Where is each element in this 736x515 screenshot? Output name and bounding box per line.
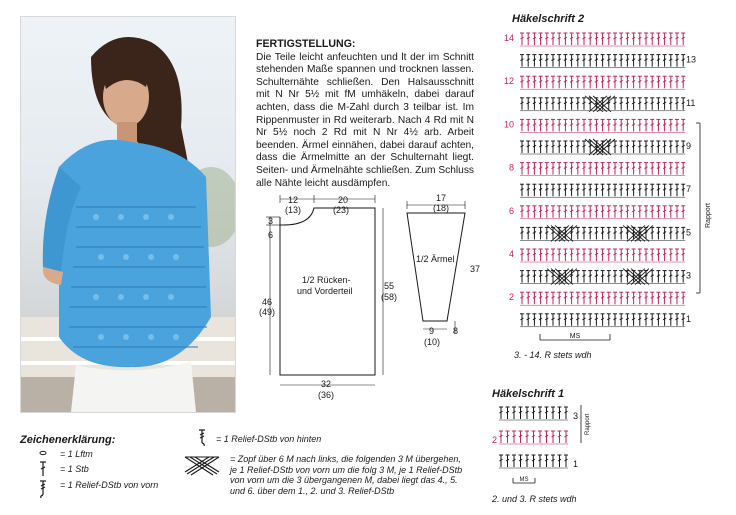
body-top-left-dim: 12 bbox=[288, 195, 299, 205]
sleeve-bottom-left-dim: 9 bbox=[429, 326, 435, 336]
chart2-row-label-left: 10 bbox=[503, 119, 514, 130]
chart2-row-label-left: 12 bbox=[503, 76, 514, 87]
chart1-row-label-right: 3 bbox=[573, 411, 579, 421]
stitch-row bbox=[520, 184, 685, 197]
legend-title: Zeichenerklärung: bbox=[20, 434, 116, 446]
body-bottom-dim: 32 bbox=[321, 379, 332, 389]
stitch-row bbox=[520, 119, 685, 132]
sleeve-bottom-left-dim-sub: (10) bbox=[424, 337, 441, 347]
sleeve-top-dim-sub: (18) bbox=[433, 203, 450, 213]
body-label-line2: und Vorderteil bbox=[297, 286, 353, 296]
stitch-row bbox=[520, 163, 685, 176]
chart1-title: Häkelschrift 1 bbox=[492, 388, 565, 400]
stitch-row bbox=[520, 55, 685, 68]
legend-relief-back: = 1 Relief-DStb von hinten bbox=[216, 434, 322, 444]
legend-cable: = Zopf über 6 M nach links, die folgenden 3 M übergehen, je 1 Relief-DStb von vorn um die folg 3 M, je 1 Relief-DStb von vorn um die 3 übergangenen M, dabei liegt das 4., 5. und 6. über dem 1., 2. und 3. Relief-DStb bbox=[230, 454, 463, 496]
model-illustration bbox=[21, 17, 235, 412]
relief-back-symbol bbox=[193, 428, 213, 446]
stitch-row bbox=[520, 271, 685, 284]
chart2-row-label-right: 1 bbox=[686, 313, 692, 324]
stitch-row bbox=[520, 249, 685, 262]
chart1-row-label-right: 1 bbox=[573, 459, 579, 469]
sleeve-label: 1/2 Ärmel bbox=[416, 254, 455, 264]
chart2-row-label-left: 8 bbox=[508, 162, 514, 173]
relief-front-symbol bbox=[40, 481, 46, 498]
legend-lftm: = 1 Lftm bbox=[60, 449, 93, 459]
chart1-ms-label: MS bbox=[519, 477, 529, 483]
chain-symbol bbox=[40, 451, 46, 454]
finishing-instructions bbox=[256, 38, 474, 190]
chart1-note: 2. und 3. R stets wdh bbox=[492, 494, 577, 504]
neck-depth-b: 6 bbox=[268, 230, 274, 240]
body-left-height: 46 bbox=[262, 297, 273, 307]
stb-symbol bbox=[40, 462, 46, 476]
body-top-right-dim: 20 bbox=[338, 195, 349, 205]
legend-relief-front: = 1 Relief-DStb von vorn bbox=[60, 480, 159, 490]
body-top-left-dim-sub: (13) bbox=[285, 205, 302, 215]
finishing-title: FERTIGSTELLUNG: bbox=[256, 38, 356, 50]
chart2-rapport-label: Rapport bbox=[705, 203, 712, 228]
chart2-row-label-left: 4 bbox=[508, 249, 514, 259]
chart2-row-label-right: 11 bbox=[686, 97, 696, 108]
stitch-row bbox=[499, 455, 568, 468]
cable-symbol bbox=[183, 453, 221, 479]
chart1-diagram bbox=[485, 403, 605, 488]
legend-stb: = 1 Stb bbox=[60, 464, 89, 474]
stitch-row bbox=[520, 292, 685, 305]
chart2-row-label-right: 7 bbox=[686, 184, 692, 195]
model-photo bbox=[20, 16, 236, 413]
stitch-row bbox=[499, 407, 568, 420]
stitch-row bbox=[520, 33, 685, 46]
stitch-row bbox=[499, 431, 568, 444]
body-left-height-sub: (49) bbox=[259, 307, 276, 317]
chart2-row-label-left: 6 bbox=[508, 205, 514, 216]
body-bottom-dim-sub: (36) bbox=[318, 390, 335, 400]
body-right-height: 55 bbox=[384, 281, 395, 291]
chart2-row-label-right: 9 bbox=[686, 141, 692, 151]
stitch-row bbox=[520, 227, 685, 240]
chart2-row-label-right: 5 bbox=[686, 227, 692, 238]
stitch-row bbox=[520, 206, 685, 219]
chart2-row-label-left: 14 bbox=[503, 33, 514, 43]
chart2-ms-label: MS bbox=[569, 333, 581, 340]
stitch-row bbox=[520, 314, 685, 327]
finishing-body: Die Teile leicht anfeuchten und lt der im Schnitt stehenden Maße spannen und trocknen lassen. Schulternähte schließen. Den Halsausschnitt mit N Nr 5½ mit fM umhäkeln, dabei darauf achten, dass die M-Zahl durch 3 teilbar ist. Im Rippenmuster in Rd weiterarb. Nach 4 Rd mit N Nr 5½ noch 2 Rd mit N Nr 4½ arb. Arbeit beenden. Ärmel einnähen, dabei darauf achten, dass die Ärmelmitte an der Schulternaht liegt. Seiten- und Ärmelnähte schließen. Zum Schluss alle Nähte leicht ausdämpfen. bbox=[256, 51, 475, 189]
chart1-row-label-left: 2 bbox=[491, 435, 497, 445]
body-label-line1: 1/2 Rücken- bbox=[302, 275, 351, 285]
chart1-rapport-label: Rapport bbox=[585, 413, 591, 435]
chart2-title: Häkelschrift 2 bbox=[512, 13, 585, 25]
chart2-diagram bbox=[500, 28, 715, 348]
chart2-note: 3. - 14. R stets wdh bbox=[514, 350, 592, 360]
sleeve-top-dim: 17 bbox=[436, 193, 447, 203]
sleeve-bottom-right-dim: 8 bbox=[453, 326, 459, 336]
neck-depth-a: 3 bbox=[268, 216, 274, 226]
chart2-rapport-bracket bbox=[696, 123, 700, 293]
sleeve-length-dim: 37 bbox=[470, 264, 481, 274]
chart2-row-label-right: 3 bbox=[686, 270, 692, 281]
body-top-right-dim-sub: (23) bbox=[333, 205, 350, 215]
body-right-height-sub: (58) bbox=[381, 292, 398, 302]
chart2-row-label-right: 13 bbox=[686, 54, 697, 65]
legend-symbols-left bbox=[34, 448, 54, 498]
chart2-row-label-left: 2 bbox=[508, 292, 514, 303]
stitch-row bbox=[520, 76, 685, 89]
